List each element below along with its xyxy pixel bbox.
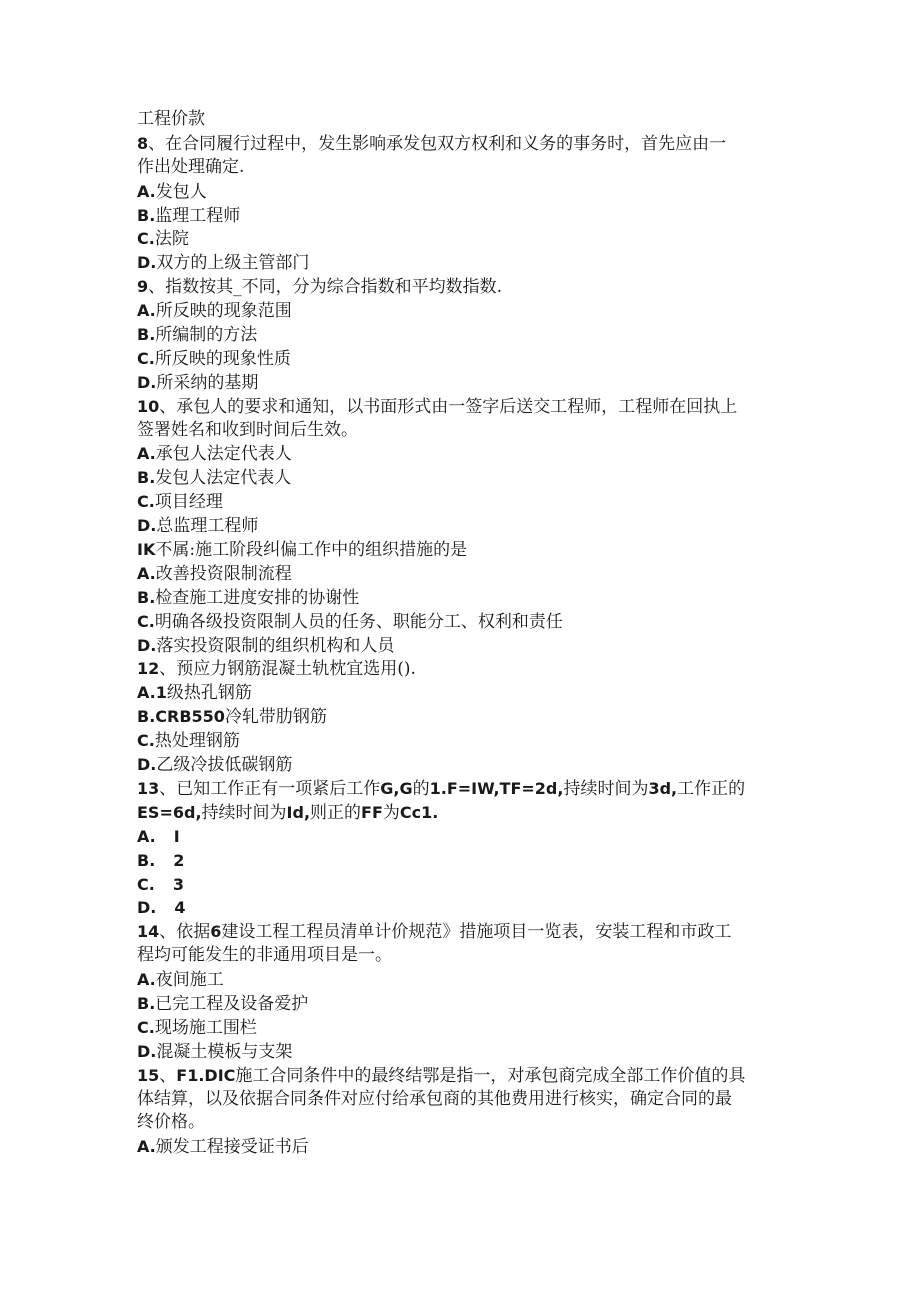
line-text: 不属:施工阶段纠偏工作中的组织措施的是 [155, 540, 468, 561]
bold-label: Id, [286, 802, 311, 822]
bold-label: 14 [137, 922, 160, 942]
bold-label: Cc1. [399, 802, 439, 822]
line-text: 项目经理 [154, 492, 223, 513]
text-line [137, 896, 787, 920]
bold-label: 8 [137, 133, 149, 153]
line-text: 签署姓名和收到时间后生效。 [137, 419, 358, 440]
bold-label: B. [137, 993, 156, 1013]
line-text: 施工合同条件中的最终结鄂是指一，对承包商完成全部工作价值的具 [235, 1065, 746, 1086]
text-line [137, 395, 787, 419]
text-line [137, 1088, 787, 1112]
line-text: 体结算，以及依据合同条件对应付给承包商的其他费用进行核实，确定合同的最 [137, 1088, 732, 1109]
bold-label: 4 [174, 898, 186, 918]
bold-label: B. [137, 205, 156, 225]
bold-label: ES=6d, [137, 802, 202, 822]
bold-label: B. [137, 468, 156, 488]
line-text: 明确各级投资限制人员的任务、职能分工、权利和责任 [154, 611, 563, 632]
line-text: 工作正的 [677, 778, 746, 799]
line-text: 已完工程及设备爱护 [155, 993, 309, 1014]
text-line [137, 681, 787, 705]
text-line [137, 920, 787, 944]
bold-label: C. [137, 874, 155, 894]
bold-label: B.CRB550 [137, 707, 225, 727]
line-text: 程均可能发生的非通用项目是一。 [137, 945, 392, 966]
bold-label: A. [137, 1137, 156, 1157]
text-line [137, 634, 787, 658]
text-line [137, 108, 787, 132]
line-text: 工程价款 [137, 109, 205, 129]
text-line [137, 777, 787, 801]
bold-label: 6 [210, 922, 222, 942]
line-text: 所反映的现象性质 [154, 348, 291, 369]
text-line [137, 849, 787, 873]
text-line [137, 442, 787, 466]
line-text: 落实投资限制的组织机构和人员 [156, 635, 395, 656]
bold-label: 2 [173, 850, 185, 870]
text-line [137, 419, 787, 443]
line-text: 所采纳的基期 [156, 372, 259, 393]
line-text: 所反映的现象范围 [155, 301, 292, 322]
bold-label: F1.DIC [176, 1065, 236, 1085]
line-text: 、预应力钢筋混凝土轨枕宜选用(). [159, 659, 416, 680]
bold-label: A. [137, 970, 156, 990]
bold-label: A. [137, 826, 156, 846]
text-line [137, 514, 787, 538]
line-text: 则正的 [310, 802, 362, 823]
bold-label: D. [137, 635, 157, 655]
line-text: 持续时间为 [563, 778, 649, 799]
text-line [137, 347, 787, 371]
text-line [137, 275, 787, 299]
line-text: 颁发工程接受证书后 [155, 1137, 309, 1158]
line-text: 发包人 [155, 181, 207, 202]
bold-label: G,G [380, 778, 413, 798]
text-line [137, 657, 787, 681]
bold-label: 12 [137, 659, 160, 679]
line-text: 、指数按其_不同，分为综合指数和平均数指数. [148, 277, 503, 298]
line-text: 双方的上级主管部门 [156, 253, 310, 274]
bold-label: A. [137, 301, 156, 321]
text-line [137, 1040, 787, 1064]
line-text: 为 [382, 802, 400, 823]
bold-label: A. [137, 444, 156, 464]
line-text: 级热孔钢筋 [166, 683, 252, 704]
text-line [137, 1064, 787, 1088]
text-line [137, 490, 787, 514]
line-text: 法院 [154, 229, 189, 250]
line-text: 总监理工程师 [156, 516, 259, 537]
document-page [137, 108, 787, 1159]
line-text: 冷轧带肋钢筋 [224, 707, 327, 728]
bold-label: 1.F=IW,TF=2d, [429, 778, 564, 798]
bold-label: 15 [137, 1065, 160, 1085]
bold-label: D. [137, 253, 157, 273]
line-text: 、 [159, 1065, 177, 1086]
line-text: 监理工程师 [155, 205, 241, 226]
line-text: 混凝土模板与支架 [156, 1041, 293, 1062]
bold-label: I [173, 826, 180, 846]
line-text: 作出处理确定. [137, 156, 245, 177]
text-line [137, 466, 787, 490]
bold-label: D. [137, 1041, 157, 1061]
bold-label: A. [137, 563, 156, 583]
text-line [137, 944, 787, 968]
line-text: 持续时间为 [201, 802, 287, 823]
text-line [137, 156, 787, 180]
text-line [137, 323, 787, 347]
bold-label: B. [137, 325, 156, 345]
bold-label: D. [137, 516, 157, 536]
text-line [137, 132, 787, 156]
bold-label: D. [137, 372, 157, 392]
text-line [137, 538, 787, 562]
bold-label: 3 [172, 874, 184, 894]
line-text: 、已知工作正有一项紧后工作 [159, 778, 381, 799]
bold-label: C. [137, 731, 155, 751]
text-line [137, 1111, 787, 1135]
line-text: 所编制的方法 [155, 325, 258, 346]
line-text: 的 [412, 778, 430, 799]
bold-label: C. [137, 1017, 155, 1037]
text-line [137, 753, 787, 777]
line-text: 发包人法定代表人 [155, 468, 292, 489]
line-text: 、承包人的要求和通知，以书面形式由一签字后送交工程师，工程师在回执上 [159, 396, 738, 417]
text-line [137, 299, 787, 323]
bold-label: B. [137, 587, 156, 607]
text-line [137, 562, 787, 586]
line-text: 承包人法定代表人 [155, 444, 292, 465]
bold-label: C. [137, 229, 155, 249]
text-line [137, 801, 787, 825]
line-text: 乙级冷拔低碳钢筋 [156, 755, 293, 776]
text-line [137, 227, 787, 251]
line-text: 热处理钢筋 [154, 731, 240, 752]
line-text: 夜间施工 [155, 970, 224, 991]
bold-label: D. [137, 755, 157, 775]
bold-label: A. [137, 181, 156, 201]
line-text: 、在合同履行过程中，发生影响承发包双方权利和义务的事务时，首先应由一 [148, 133, 727, 154]
text-line [137, 825, 787, 849]
text-line [137, 992, 787, 1016]
text-line [137, 1135, 787, 1159]
bold-label: C. [137, 492, 155, 512]
text-line [137, 873, 787, 897]
bold-label: C. [137, 348, 155, 368]
bold-label: 10 [137, 396, 160, 416]
line-text: 、依据 [159, 922, 211, 943]
line-text: 终价格。 [137, 1112, 205, 1133]
line-text: 检查施工进度安排的协谢性 [155, 587, 360, 608]
bold-label: IK [137, 540, 156, 560]
bold-label: 13 [137, 778, 160, 798]
text-line [137, 729, 787, 753]
line-text: 建设工程工程员清单计价规范》措施项目一览表，安装工程和市政工 [221, 922, 732, 943]
bold-label: 9 [137, 277, 149, 297]
bold-label: C. [137, 611, 155, 631]
bold-label: 3d, [648, 778, 678, 798]
text-line [137, 371, 787, 395]
text-line [137, 180, 787, 204]
bold-label: FF [361, 802, 383, 822]
text-line [137, 204, 787, 228]
bold-label: B. [137, 850, 156, 870]
line-text: 现场施工围栏 [154, 1017, 257, 1038]
text-line [137, 968, 787, 992]
text-line [137, 610, 787, 634]
text-line [137, 1016, 787, 1040]
text-line [137, 705, 787, 729]
bold-label: D. [137, 898, 157, 918]
line-text: 改善投资限制流程 [155, 563, 292, 584]
text-line [137, 251, 787, 275]
text-line [137, 586, 787, 610]
bold-label: A.1 [137, 683, 167, 703]
